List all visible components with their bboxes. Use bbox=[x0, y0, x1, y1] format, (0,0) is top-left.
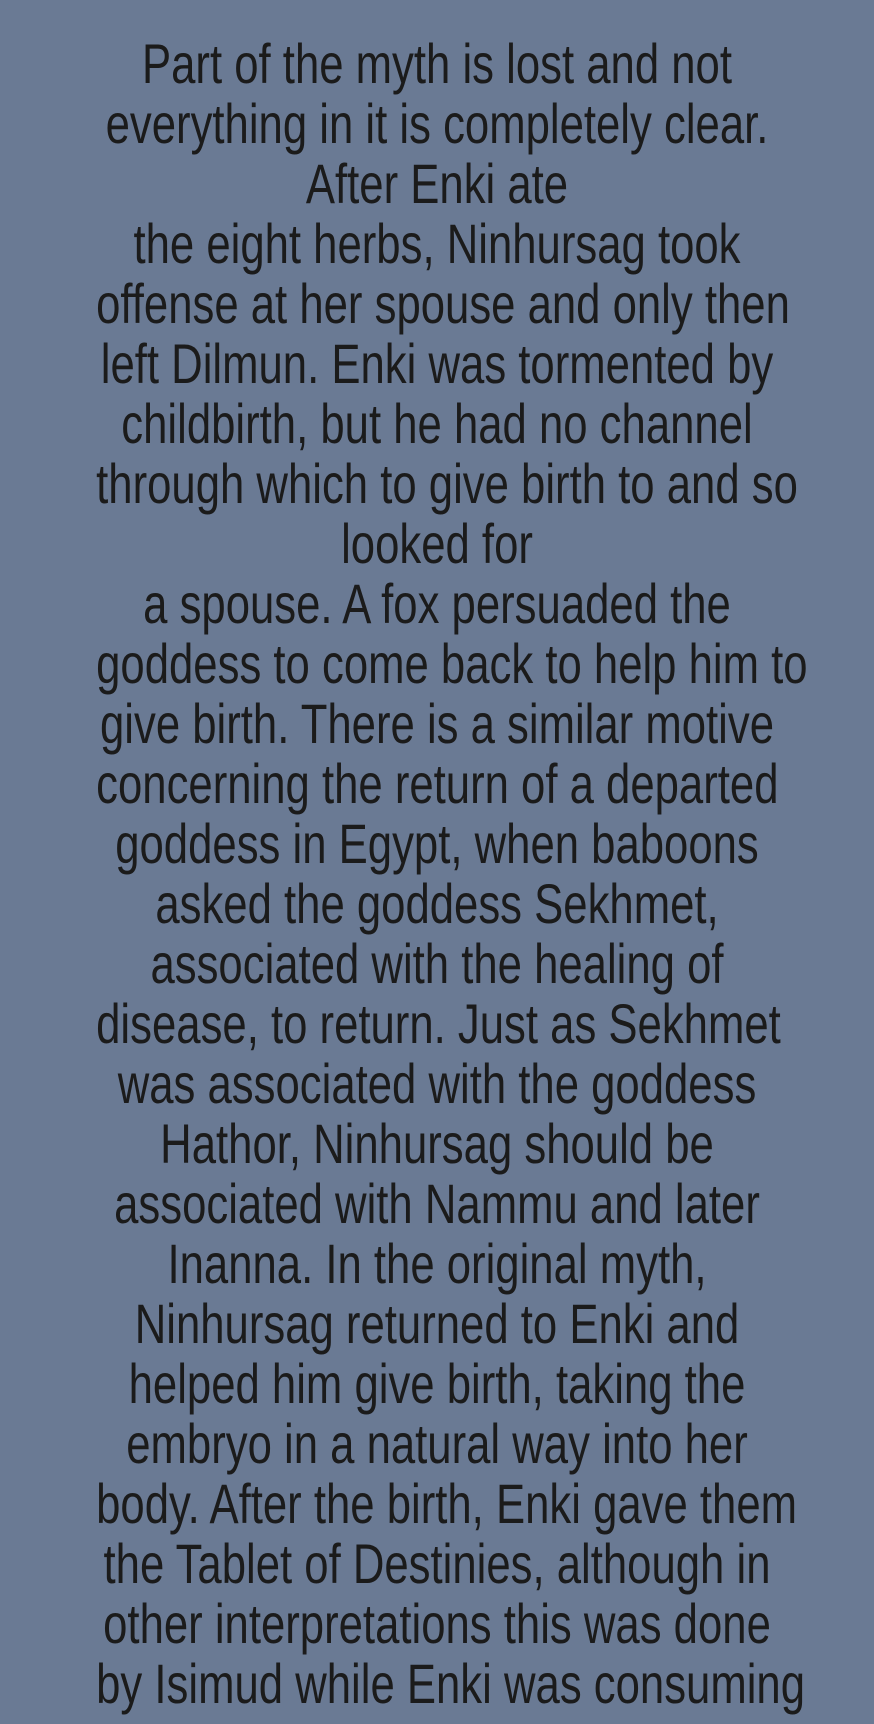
myth-text-line: other interpretations this was done bbox=[103, 1592, 771, 1655]
myth-text-line: everything in it is completely clear. bbox=[105, 92, 769, 155]
myth-text-line: After Enki ate bbox=[305, 152, 569, 215]
myth-text-line: concerning the return of a departed bbox=[96, 752, 779, 815]
myth-text-line: by Isimud while Enki was consuming bbox=[96, 1652, 806, 1715]
myth-text-line: goddess to come back to help him to bbox=[96, 632, 808, 695]
myth-text-block bbox=[0, 34, 874, 1714]
myth-text-line: offense at her spouse and only then bbox=[96, 272, 790, 335]
myth-text-line: a spouse. A fox persuaded the bbox=[143, 572, 731, 635]
myth-text-line: body. After the birth, Enki gave them bbox=[96, 1472, 798, 1535]
myth-text-line: disease, to return. Just as Sekhmet bbox=[96, 992, 781, 1055]
myth-text-line: was associated with the goddess bbox=[117, 1052, 757, 1115]
myth-text-line: through which to give birth to and so bbox=[96, 452, 798, 515]
myth-text-line: associated with the healing of bbox=[150, 932, 724, 995]
myth-text-line: Part of the myth is lost and not bbox=[142, 32, 732, 95]
myth-text-line: left Dilmun. Enki was tormented by bbox=[100, 332, 774, 395]
myth-text-line: looked for bbox=[341, 512, 533, 575]
myth-text-line: associated with Nammu and later bbox=[114, 1172, 760, 1235]
myth-text-line: asked the goddess Sekhmet, bbox=[155, 872, 719, 935]
myth-text-line: give birth. There is a similar motive bbox=[99, 692, 775, 755]
myth-text-line: the eight herbs, Ninhursag took bbox=[133, 212, 741, 275]
myth-text-line: helped him give birth, taking the bbox=[128, 1352, 746, 1415]
myth-text-line: Ninhursag returned to Enki and bbox=[134, 1292, 740, 1355]
myth-text-line: childbirth, but he had no channel bbox=[121, 392, 753, 455]
myth-text-line: embryo in a natural way into her bbox=[126, 1412, 748, 1475]
myth-text-line: goddess in Egypt, when baboons bbox=[115, 812, 759, 875]
myth-text-line: the Tablet of Destinies, although in bbox=[103, 1532, 771, 1595]
myth-text-line: Hathor, Ninhursag should be bbox=[160, 1112, 714, 1175]
myth-text-line: Inanna. In the original myth, bbox=[167, 1232, 707, 1295]
